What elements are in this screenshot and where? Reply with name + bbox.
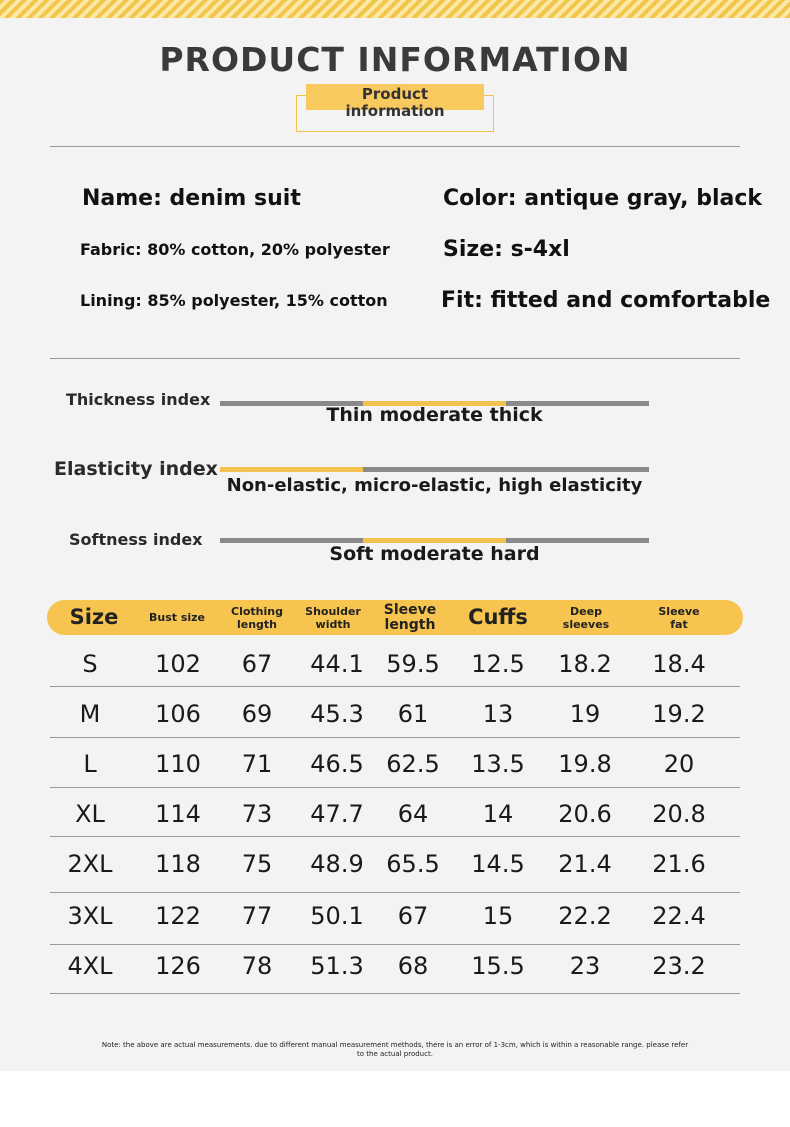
table-cell: 48.9 bbox=[310, 850, 364, 878]
table-row-divider bbox=[50, 686, 740, 687]
table-cell: 73 bbox=[241, 800, 273, 828]
top-stripe bbox=[0, 0, 790, 18]
thickness-index-label: Thickness index bbox=[66, 390, 211, 409]
table-cell: 23 bbox=[569, 952, 601, 980]
product-color: Color: antique gray, black bbox=[443, 186, 762, 211]
table-cell: 126 bbox=[155, 952, 201, 980]
table-cell: 19.8 bbox=[558, 750, 612, 778]
table-row-divider bbox=[50, 787, 740, 788]
table-cell: 61 bbox=[397, 700, 429, 728]
table-cell: 69 bbox=[241, 700, 273, 728]
product-size: Size: s-4xl bbox=[443, 237, 570, 262]
elasticity-index-value: Non-elastic, micro-elastic, high elasticity bbox=[226, 475, 643, 496]
table-cell: 67 bbox=[241, 650, 273, 678]
table-row-divider bbox=[50, 892, 740, 893]
table-cell: 65.5 bbox=[386, 850, 440, 878]
header-shoulder-width: Shoulder width bbox=[305, 604, 361, 631]
table-cell: 4XL bbox=[67, 952, 113, 980]
table-cell: 15 bbox=[482, 902, 514, 930]
table-row-divider bbox=[50, 737, 740, 738]
header-deep-sleeves: Deep sleeves bbox=[562, 604, 610, 631]
table-cell: 14.5 bbox=[471, 850, 525, 878]
section-badge bbox=[296, 86, 494, 120]
table-cell: 20.8 bbox=[652, 800, 706, 828]
softness-index-value: Soft moderate hard bbox=[329, 543, 540, 565]
table-row-divider bbox=[50, 836, 740, 837]
table-cell: 75 bbox=[241, 850, 273, 878]
table-cell: 68 bbox=[397, 952, 429, 980]
table-cell: 20.6 bbox=[558, 800, 612, 828]
table-cell: 50.1 bbox=[310, 902, 364, 930]
table-cell: 13 bbox=[482, 700, 514, 728]
table-cell: 114 bbox=[155, 800, 201, 828]
table-cell: 12.5 bbox=[471, 650, 525, 678]
table-cell: 3XL bbox=[67, 902, 113, 930]
table-cell: 13.5 bbox=[471, 750, 525, 778]
table-row-divider bbox=[50, 993, 740, 994]
table-cell: 22.4 bbox=[652, 902, 706, 930]
page-title: PRODUCT INFORMATION bbox=[159, 40, 631, 79]
table-cell: 77 bbox=[241, 902, 273, 930]
table-cell: S bbox=[82, 650, 98, 678]
elasticity-index-track bbox=[220, 467, 649, 472]
table-cell: 14 bbox=[482, 800, 514, 828]
table-cell: 51.3 bbox=[310, 952, 364, 980]
track-segment bbox=[363, 467, 506, 472]
header-clothing-length: Clothing length bbox=[231, 604, 283, 631]
divider-middle bbox=[50, 358, 740, 359]
table-cell: 22.2 bbox=[558, 902, 612, 930]
table-cell: M bbox=[79, 700, 101, 728]
table-cell: 21.6 bbox=[652, 850, 706, 878]
product-fit: Fit: fitted and comfortable bbox=[441, 288, 771, 313]
table-cell: 106 bbox=[155, 700, 201, 728]
divider-top bbox=[50, 146, 740, 147]
table-cell: 18.2 bbox=[558, 650, 612, 678]
table-cell: 46.5 bbox=[310, 750, 364, 778]
thickness-index-value: Thin moderate thick bbox=[326, 404, 543, 426]
elasticity-index-label: Elasticity index bbox=[54, 458, 218, 480]
table-cell: 45.3 bbox=[310, 700, 364, 728]
softness-index-label: Softness index bbox=[69, 530, 203, 549]
table-cell: 59.5 bbox=[386, 650, 440, 678]
table-cell: 47.7 bbox=[310, 800, 364, 828]
table-cell: 19 bbox=[569, 700, 601, 728]
table-cell: XL bbox=[75, 800, 105, 828]
product-name: Name: denim suit bbox=[82, 186, 301, 211]
product-lining: Lining: 85% polyester, 15% cotton bbox=[80, 291, 388, 310]
table-cell: 110 bbox=[155, 750, 201, 778]
header-cuffs: Cuffs bbox=[468, 605, 528, 629]
table-cell: L bbox=[83, 750, 97, 778]
header-bust-size: Bust size bbox=[148, 611, 206, 624]
table-cell: 71 bbox=[241, 750, 273, 778]
table-cell: 44.1 bbox=[310, 650, 364, 678]
product-fabric: Fabric: 80% cotton, 20% polyester bbox=[80, 240, 390, 259]
table-cell: 23.2 bbox=[652, 952, 706, 980]
table-cell: 62.5 bbox=[386, 750, 440, 778]
badge-label: Product information bbox=[345, 85, 445, 120]
table-cell: 21.4 bbox=[558, 850, 612, 878]
table-cell: 20 bbox=[663, 750, 695, 778]
table-cell: 67 bbox=[397, 902, 429, 930]
table-cell: 2XL bbox=[67, 850, 113, 878]
table-cell: 19.2 bbox=[652, 700, 706, 728]
table-cell: 15.5 bbox=[471, 952, 525, 980]
table-cell: 118 bbox=[155, 850, 201, 878]
table-cell: 78 bbox=[241, 952, 273, 980]
table-cell: 18.4 bbox=[652, 650, 706, 678]
track-segment bbox=[506, 467, 649, 472]
header-sleeve-length: Sleeve length bbox=[383, 601, 437, 633]
track-segment-active bbox=[220, 467, 363, 472]
table-cell: 102 bbox=[155, 650, 201, 678]
table-row-divider bbox=[50, 944, 740, 945]
table-cell: 64 bbox=[397, 800, 429, 828]
measurement-note: Note: the above are actual measurements. due to different manual measurement methods, there is an error of 1-3cm, which is within a reasonable range. please refer to the actual product. bbox=[101, 1041, 689, 1058]
header-size: Size bbox=[69, 605, 119, 629]
table-cell: 122 bbox=[155, 902, 201, 930]
header-sleeve-fat: Sleeve fat bbox=[658, 604, 700, 631]
